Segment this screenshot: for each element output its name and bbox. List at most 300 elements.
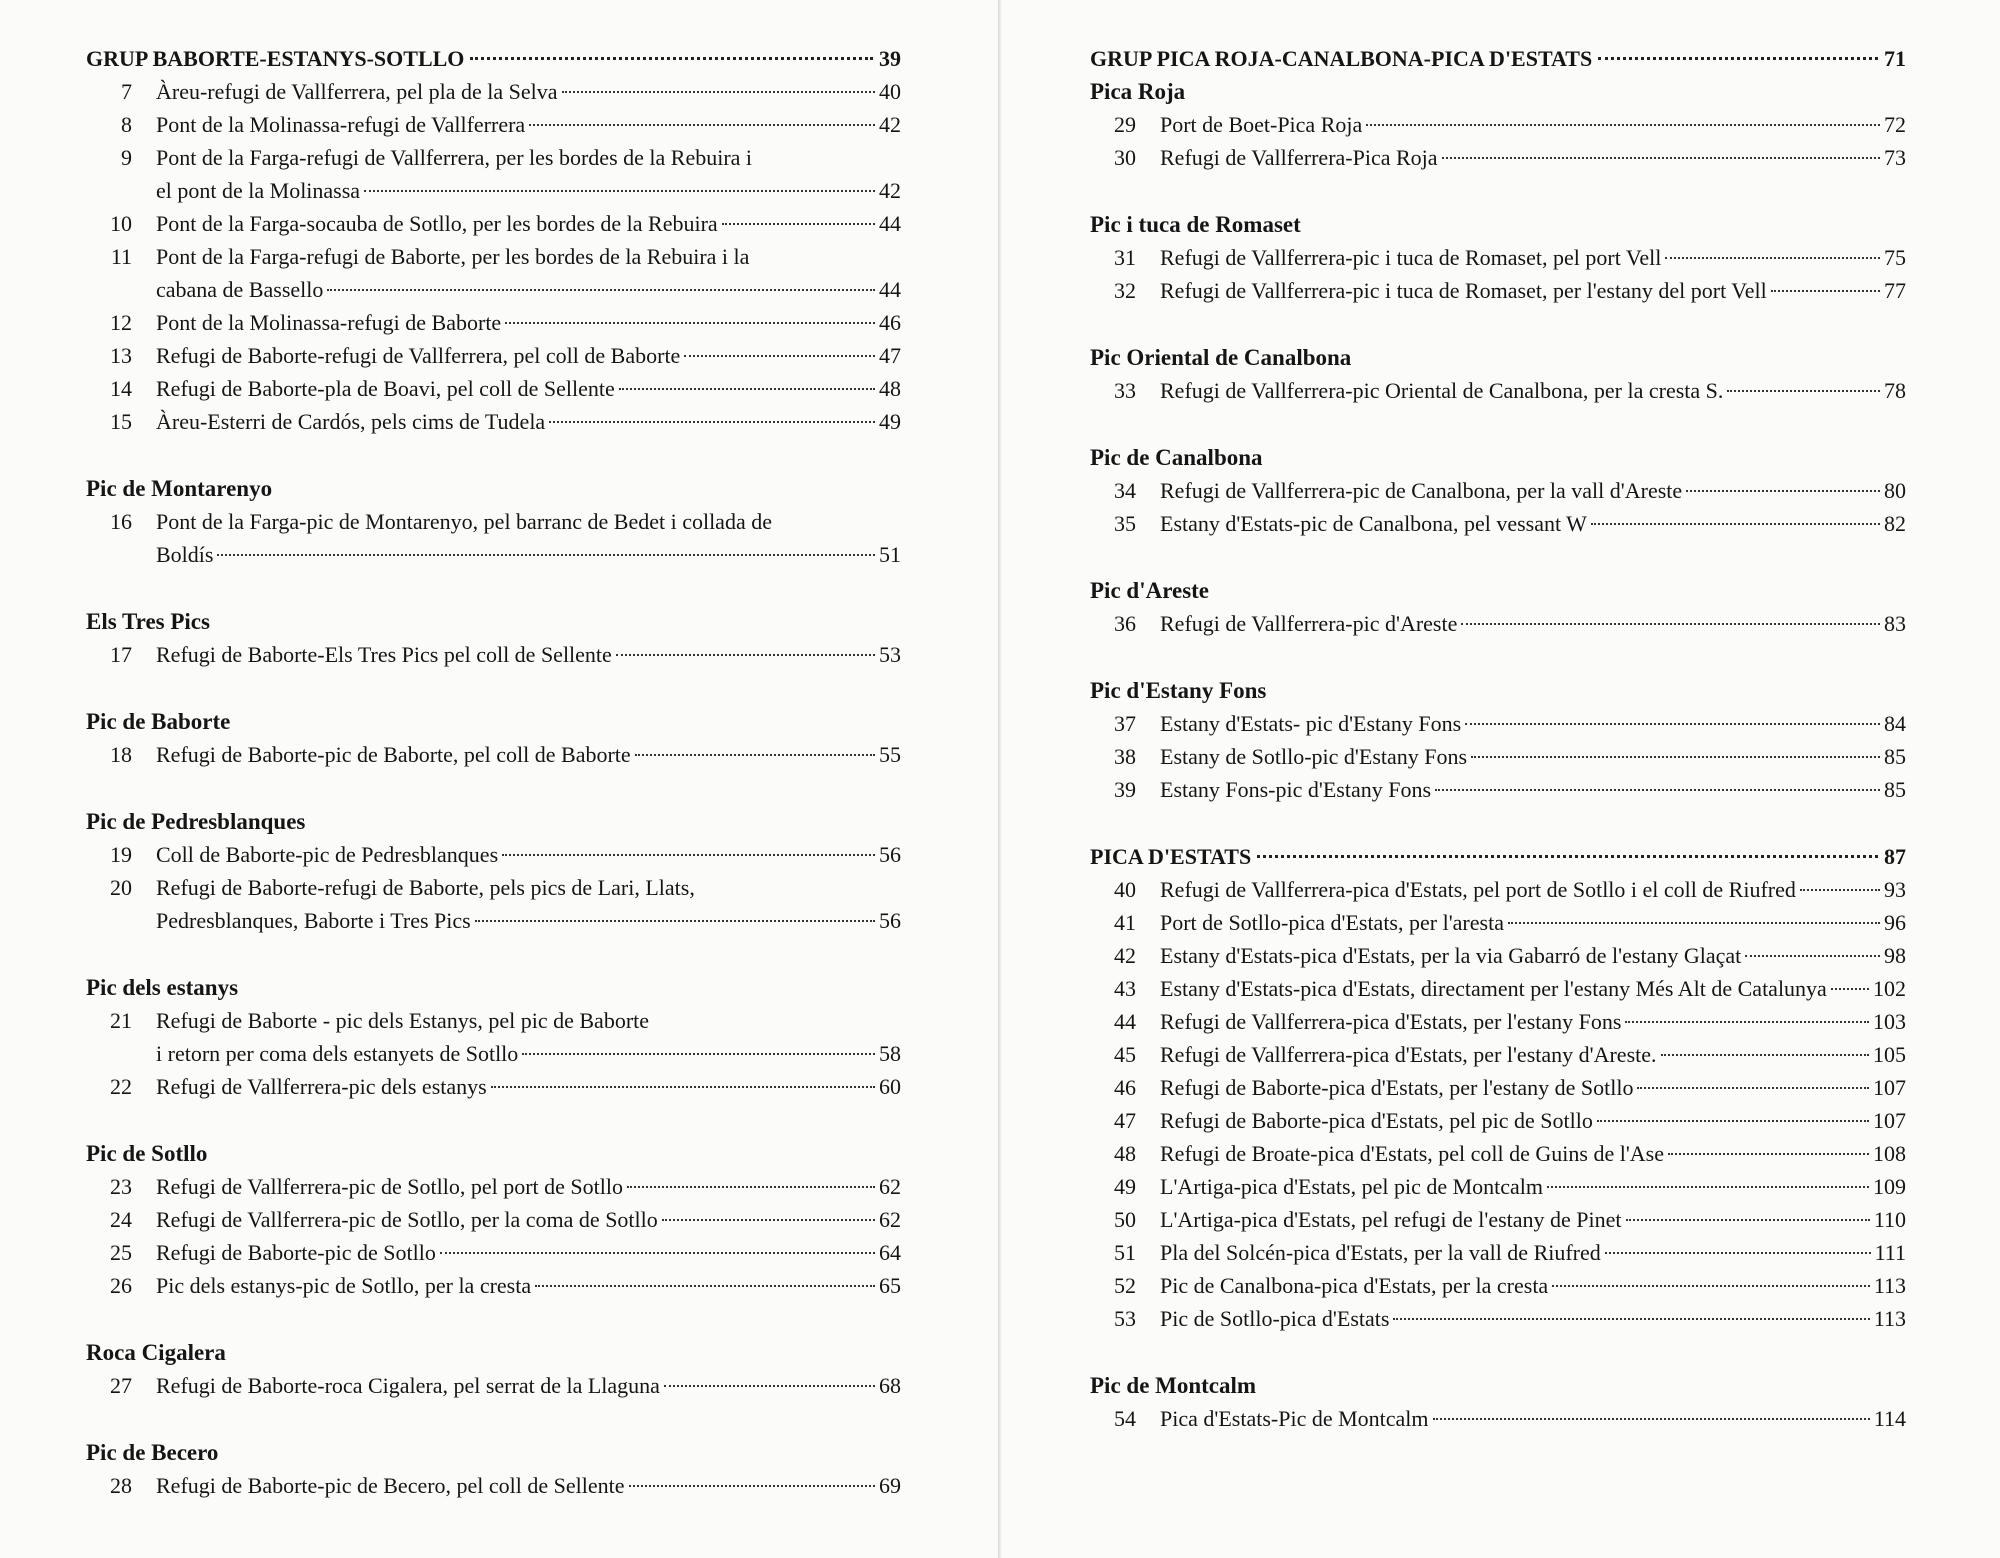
entry-line: [1160, 108, 1906, 141]
entry-line: [156, 372, 901, 405]
right-page: [1004, 0, 2000, 1558]
entry-number: 46: [1114, 1075, 1136, 1100]
entry-line: [1160, 274, 1906, 307]
entry-line: [156, 1070, 901, 1103]
entry-page-number: 44: [879, 211, 901, 236]
entry-title: Refugi de Vallferrera-pica d'Estats, pel port de Sotllo i el coll de Riufred: [1160, 877, 1796, 902]
entry-title: Estany de Sotllo-pic d'Estany Fons: [1160, 744, 1468, 769]
entry-number: 41: [1114, 910, 1136, 935]
entry-line: [1160, 607, 1906, 640]
toc-entry[interactable]: [86, 638, 901, 671]
toc-entry[interactable]: [86, 1004, 901, 1070]
entry-line: [1160, 241, 1906, 274]
entry-title: Refugi de Baborte-refugi de Vallferrera, pel coll de Baborte: [156, 343, 681, 368]
section-heading: Pic de Sotllo: [86, 1141, 208, 1166]
entry-body: [1160, 1269, 1906, 1302]
entry-number: 40: [1114, 877, 1136, 902]
entry-number: 11: [110, 244, 132, 269]
leader-dots: [1626, 1219, 1870, 1221]
entry-number: 25: [110, 1240, 132, 1265]
entry-page-number: 68: [879, 1373, 901, 1398]
entry-line: [156, 339, 901, 372]
entry-title: Pedresblanques, Baborte i Tres Pics: [156, 908, 471, 933]
group-title-text: PICA D'ESTATS: [1090, 844, 1252, 869]
entry-title: i retorn per coma dels estanyets de Sotllo: [156, 1041, 519, 1066]
toc-entry[interactable]: [1090, 906, 1906, 939]
entry-line: [156, 240, 901, 273]
entry-number: 7: [121, 79, 132, 104]
entry-body: [156, 1236, 901, 1269]
entry-body: [156, 240, 901, 306]
entry-number: 31: [1114, 245, 1136, 270]
entry-line: [156, 306, 901, 339]
entry-page-number: 53: [879, 642, 901, 667]
toc-entry[interactable]: [1090, 1236, 1906, 1269]
entry-title: Refugi de Vallferrera-Pica Roja: [1160, 145, 1438, 170]
entry-line: [156, 1469, 901, 1502]
toc-entry[interactable]: [1090, 241, 1906, 274]
entry-page-number: 72: [1884, 112, 1906, 137]
entry-title: Refugi de Baborte-Els Tres Pics pel coll de Sellente: [156, 642, 612, 667]
entry-line: [156, 838, 901, 871]
entry-number: 52: [1114, 1273, 1136, 1298]
section-heading: Els Tres Pics: [86, 609, 210, 634]
toc-entry[interactable]: [86, 1070, 901, 1103]
entry-number: 19: [110, 842, 132, 867]
entry-line: [156, 904, 901, 937]
entry-title: Refugi de Vallferrera-pica d'Estats, per l'estany Fons: [1160, 1009, 1622, 1034]
entry-body: [156, 1369, 901, 1402]
entry-line: [1160, 1071, 1906, 1104]
group-title-text: GRUP PICA ROJA-CANALBONA-PICA D'ESTATS: [1090, 46, 1593, 71]
entry-line: [156, 273, 901, 306]
entry-number: 14: [110, 376, 132, 401]
entry-number: 10: [110, 211, 132, 236]
toc-entry[interactable]: [1090, 474, 1906, 507]
entry-number: 35: [1114, 511, 1136, 536]
toc-entry[interactable]: [1090, 1137, 1906, 1170]
entry-line: [1160, 773, 1906, 806]
leader-dots: [1727, 390, 1880, 392]
left-toc-column: [86, 42, 901, 1502]
entry-title: Refugi de Vallferrera-pic Oriental de Canalbona, per la cresta S.: [1160, 378, 1724, 403]
entry-title: Port de Boet-Pica Roja: [1160, 112, 1363, 137]
leader-dots: [1668, 1153, 1869, 1155]
entry-title: Refugi de Baborte-pica d'Estats, pel pic de Sotllo: [1160, 1108, 1593, 1133]
entry-number: 21: [110, 1008, 132, 1033]
toc-entry[interactable]: [1090, 1038, 1906, 1071]
leader-dots: [470, 57, 873, 60]
toc-entry[interactable]: [1090, 873, 1906, 906]
entry-body: [1160, 773, 1906, 806]
leader-dots: [364, 190, 875, 192]
entry-body: [1160, 1038, 1906, 1071]
entry-body: [156, 1070, 901, 1103]
entry-body: [156, 306, 901, 339]
entry-number: 30: [1114, 145, 1136, 170]
entry-number: 9: [121, 145, 132, 170]
entry-body: [156, 738, 901, 771]
entry-page-number: 51: [879, 542, 901, 567]
entry-number: 27: [110, 1373, 132, 1398]
leader-dots: [1831, 988, 1869, 990]
entry-title: Refugi de Baborte-pic de Becero, pel coll de Sellente: [156, 1473, 625, 1498]
entry-title: Refugi de Broate-pica d'Estats, pel coll de Guins de l'Ase: [1160, 1141, 1665, 1166]
toc-entry[interactable]: [86, 738, 901, 771]
leader-dots: [627, 1186, 875, 1188]
entry-line: [1160, 374, 1906, 407]
entry-title: Refugi de Baborte-refugi de Baborte, pels pics de Lari, Llats,: [156, 875, 695, 900]
leader-dots: [1598, 57, 1878, 60]
entry-number: 24: [110, 1207, 132, 1232]
entry-line: [156, 141, 901, 174]
leader-dots: [635, 754, 875, 756]
section-heading: Pic de Pedresblanques: [86, 809, 306, 834]
entry-title: Refugi de Baborte-pla de Boavi, pel coll de Sellente: [156, 376, 615, 401]
entry-page-number: 42: [879, 178, 901, 203]
toc-entry[interactable]: [1090, 1071, 1906, 1104]
entry-body: [1160, 474, 1906, 507]
entry-page-number: 96: [1884, 910, 1906, 935]
entry-body: [156, 405, 901, 438]
entry-body: [1160, 1236, 1906, 1269]
entry-page-number: 40: [879, 79, 901, 104]
entry-title: Coll de Baborte-pic de Pedresblanques: [156, 842, 499, 867]
entry-page-number: 77: [1884, 278, 1906, 303]
entry-title: Pic dels estanys-pic de Sotllo, per la cresta: [156, 1273, 532, 1298]
entry-title: cabana de Bassello: [156, 277, 324, 302]
toc-entry[interactable]: [86, 339, 901, 372]
entry-line: [156, 1004, 901, 1037]
entry-number: 48: [1114, 1141, 1136, 1166]
entry-number: 13: [110, 343, 132, 368]
entry-line: [1160, 141, 1906, 174]
entry-page-number: 105: [1873, 1042, 1906, 1067]
entry-number: 51: [1114, 1240, 1136, 1265]
entry-number: 49: [1114, 1174, 1136, 1199]
leader-dots: [1435, 789, 1880, 791]
entry-number: 47: [1114, 1108, 1136, 1133]
toc-entry[interactable]: [1090, 1203, 1906, 1236]
entry-line: [156, 1170, 901, 1203]
entry-page-number: 107: [1873, 1075, 1906, 1100]
toc-entry[interactable]: [86, 240, 901, 306]
entry-body: [1160, 906, 1906, 939]
entry-body: [1160, 1005, 1906, 1038]
entry-line: [1160, 1236, 1906, 1269]
entry-line: [156, 108, 901, 141]
entry-line: [1160, 1137, 1906, 1170]
entry-title: Pont de la Molinassa-refugi de Baborte: [156, 310, 502, 335]
entry-title: Pic de Canalbona-pica d'Estats, per la cresta: [1160, 1273, 1549, 1298]
entry-title: Estany d'Estats-pic de Canalbona, pel vessant W: [1160, 511, 1587, 536]
entry-page-number: 83: [1884, 611, 1906, 636]
entry-body: [156, 1203, 901, 1236]
entry-page-number: 69: [879, 1473, 901, 1498]
entry-body: [156, 871, 901, 937]
entry-title: Pont de la Molinassa-refugi de Vallferrera: [156, 112, 526, 137]
entry-line: [156, 1236, 901, 1269]
entry-line: [1160, 1302, 1906, 1335]
leader-dots: [1745, 955, 1880, 957]
entry-line: [156, 738, 901, 771]
group-page-number: 39: [879, 46, 901, 71]
entry-title: Port de Sotllo-pica d'Estats, per l'aresta: [1160, 910, 1504, 935]
entry-number: 22: [110, 1074, 132, 1099]
entry-title: Refugi de Baborte-pica d'Estats, per l'estany de Sotllo: [1160, 1075, 1634, 1100]
section-heading: Pic i tuca de Romaset: [1090, 212, 1301, 237]
entry-line: [1160, 939, 1906, 972]
entry-page-number: 102: [1873, 976, 1906, 1001]
toc-entry[interactable]: [1090, 1005, 1906, 1038]
toc-entry[interactable]: [86, 306, 901, 339]
entry-page-number: 80: [1884, 478, 1906, 503]
entry-body: [156, 141, 901, 207]
entry-number: 16: [110, 509, 132, 534]
leader-dots: [1461, 623, 1880, 625]
entry-number: 45: [1114, 1042, 1136, 1067]
entry-line: [1160, 1402, 1906, 1435]
entry-title: Pla del Solcén-pica d'Estats, per la vall de Riufred: [1160, 1240, 1601, 1265]
leader-dots: [1442, 157, 1880, 159]
toc-entry[interactable]: [86, 1369, 901, 1402]
entry-line: [1160, 740, 1906, 773]
leader-dots: [1597, 1120, 1869, 1122]
toc-entry[interactable]: [1090, 141, 1906, 174]
toc-entry[interactable]: [86, 838, 901, 871]
entry-line: [1160, 1104, 1906, 1137]
entry-body: [1160, 274, 1906, 307]
entry-number: 43: [1114, 976, 1136, 1001]
toc-entry[interactable]: [86, 75, 901, 108]
toc-entry[interactable]: [1090, 1104, 1906, 1137]
toc-entry[interactable]: [1090, 507, 1906, 540]
entry-body: [1160, 939, 1906, 972]
entry-body: [1160, 1302, 1906, 1335]
entry-body: [1160, 1137, 1906, 1170]
toc-entry[interactable]: [1090, 707, 1906, 740]
entry-title: Refugi de Vallferrera-pic d'Areste: [1160, 611, 1458, 636]
entry-title: Boldís: [156, 542, 214, 567]
entry-line: [1160, 1005, 1906, 1038]
entry-number: 15: [110, 409, 132, 434]
toc-entry[interactable]: [1090, 374, 1906, 407]
toc-entry[interactable]: [1090, 939, 1906, 972]
entry-line: [1160, 474, 1906, 507]
section-heading: Pic de Baborte: [86, 709, 231, 734]
group-title: [86, 42, 901, 75]
entry-page-number: 75: [1884, 245, 1906, 270]
section-heading: Pic dels estanys: [86, 975, 239, 1000]
toc-entry[interactable]: [86, 141, 901, 207]
leader-dots: [1433, 1418, 1870, 1420]
toc-entry[interactable]: [86, 1170, 901, 1203]
entry-title: Refugi de Vallferrera-pic de Sotllo, per la coma de Sotllo: [156, 1207, 658, 1232]
section-heading: Pic de Montarenyo: [86, 476, 273, 501]
entry-line: [156, 1269, 901, 1302]
entry-title: Pica d'Estats-Pic de Montcalm: [1160, 1406, 1429, 1431]
toc-entry[interactable]: [1090, 1269, 1906, 1302]
toc-entry[interactable]: [86, 1269, 901, 1302]
group-title: [1090, 840, 1906, 873]
toc-entry[interactable]: [86, 1236, 901, 1269]
entry-number: 42: [1114, 943, 1136, 968]
entry-title: el pont de la Molinassa: [156, 178, 361, 203]
entry-title: Àreu-Esterri de Cardós, pels cims de Tudela: [156, 409, 546, 434]
entry-line: [1160, 1038, 1906, 1071]
entry-number: 38: [1114, 744, 1136, 769]
entry-title: Refugi de Vallferrera-pic i tuca de Romaset, per l'estany del port Vell: [1160, 278, 1767, 303]
leader-dots: [629, 1485, 875, 1487]
entry-title: Pont de la Farga-refugi de Vallferrera, per les bordes de la Rebuira i: [156, 145, 753, 170]
toc-entry[interactable]: [1090, 972, 1906, 1005]
entry-body: [156, 1170, 901, 1203]
leader-dots: [1686, 490, 1880, 492]
entry-page-number: 47: [879, 343, 901, 368]
section-heading: Pic Oriental de Canalbona: [1090, 345, 1352, 370]
toc-entry[interactable]: [1090, 740, 1906, 773]
entry-body: [156, 339, 901, 372]
entry-page-number: 113: [1873, 1306, 1906, 1331]
entry-line: [156, 538, 901, 571]
group-page-number: 71: [1884, 46, 1906, 71]
toc-entry[interactable]: [86, 1469, 901, 1502]
entry-body: [156, 505, 901, 571]
entry-page-number: 49: [879, 409, 901, 434]
entry-title: Refugi de Baborte-roca Cigalera, pel serrat de la Llaguna: [156, 1373, 660, 1398]
leader-dots: [505, 322, 875, 324]
leader-dots: [1637, 1087, 1869, 1089]
entry-title: Pont de la Farga-pic de Montarenyo, pel barranc de Bedet i collada de: [156, 509, 772, 534]
entry-title: Refugi de Vallferrera-pic i tuca de Romaset, pel port Vell: [1160, 245, 1662, 270]
entry-page-number: 58: [879, 1041, 901, 1066]
entry-title: Refugi de Baborte - pic dels Estanys, pel pic de Baborte: [156, 1008, 650, 1033]
leader-dots: [684, 355, 875, 357]
leader-dots: [1508, 922, 1880, 924]
toc-entry[interactable]: [1090, 773, 1906, 806]
entry-line: [156, 1203, 901, 1236]
entry-number: 33: [1114, 378, 1136, 403]
entry-number: 26: [110, 1273, 132, 1298]
entry-number: 23: [110, 1174, 132, 1199]
entry-body: [156, 75, 901, 108]
leader-dots: [1591, 523, 1880, 525]
entry-page-number: 62: [879, 1174, 901, 1199]
entry-line: [1160, 972, 1906, 1005]
toc-entry[interactable]: [86, 207, 901, 240]
entry-page-number: 107: [1873, 1108, 1906, 1133]
toc-entry[interactable]: [1090, 1402, 1906, 1435]
entry-number: 44: [1114, 1009, 1136, 1034]
toc-entry[interactable]: [1090, 108, 1906, 141]
section-heading: Roca Cigalera: [86, 1340, 226, 1365]
leader-dots: [616, 654, 875, 656]
leader-dots: [1471, 756, 1880, 758]
entry-number: 34: [1114, 478, 1136, 503]
leader-dots: [1552, 1285, 1870, 1287]
toc-entry[interactable]: [86, 405, 901, 438]
entry-body: [1160, 241, 1906, 274]
entry-body: [1160, 141, 1906, 174]
entry-title: Àreu-refugi de Vallferrera, pel pla de la Selva: [156, 79, 558, 104]
toc-entry[interactable]: [1090, 1170, 1906, 1203]
leader-dots: [562, 91, 875, 93]
entry-body: [156, 638, 901, 671]
leader-dots: [619, 388, 875, 390]
entry-title: L'Artiga-pica d'Estats, pel refugi de l'estany de Pinet: [1160, 1207, 1622, 1232]
entry-page-number: 110: [1873, 1207, 1906, 1232]
entry-line: [156, 75, 901, 108]
entry-page-number: 113: [1873, 1273, 1906, 1298]
entry-body: [1160, 507, 1906, 540]
entry-line: [156, 1037, 901, 1070]
group-title-text: GRUP BABORTE-ESTANYS-SOTLLO: [86, 46, 465, 71]
leader-dots: [1771, 290, 1880, 292]
entry-body: [1160, 972, 1906, 1005]
toc-entry[interactable]: [86, 1203, 901, 1236]
toc-entry[interactable]: [1090, 274, 1906, 307]
entry-number: 29: [1114, 112, 1136, 137]
leader-dots: [440, 1252, 875, 1254]
leader-dots: [217, 554, 875, 556]
entry-title: Estany Fons-pic d'Estany Fons: [1160, 777, 1432, 802]
entry-title: Refugi de Baborte-pic de Baborte, pel coll de Baborte: [156, 742, 631, 767]
entry-body: [156, 108, 901, 141]
leader-dots: [475, 920, 875, 922]
right-toc-column: [1090, 42, 1906, 1435]
entry-number: 28: [110, 1473, 132, 1498]
toc-entry[interactable]: [1090, 607, 1906, 640]
entry-page-number: 55: [879, 742, 901, 767]
entry-line: [1160, 1203, 1906, 1236]
entry-page-number: 56: [879, 842, 901, 867]
entry-line: [1160, 707, 1906, 740]
leader-dots: [491, 1086, 875, 1088]
entry-body: [1160, 108, 1906, 141]
entry-number: 37: [1114, 711, 1136, 736]
toc-entry[interactable]: [86, 108, 901, 141]
section-heading: Pic d'Estany Fons: [1090, 678, 1267, 703]
entry-number: 17: [110, 642, 132, 667]
entry-title: Pont de la Farga-socauba de Sotllo, per les bordes de la Rebuira: [156, 211, 718, 236]
entry-title: Estany d'Estats- pic d'Estany Fons: [1160, 711, 1462, 736]
entry-line: [1160, 906, 1906, 939]
entry-body: [156, 838, 901, 871]
entry-body: [1160, 1402, 1906, 1435]
section-heading: Pic de Canalbona: [1090, 445, 1263, 470]
toc-entry[interactable]: [1090, 1302, 1906, 1335]
entry-page-number: 114: [1873, 1406, 1906, 1431]
section-heading: Pic de Becero: [86, 1440, 219, 1465]
entry-title: Refugi de Vallferrera-pic de Sotllo, pel port de Sotllo: [156, 1174, 623, 1199]
toc-entry[interactable]: [86, 505, 901, 571]
entry-number: 36: [1114, 611, 1136, 636]
leader-dots: [1547, 1186, 1869, 1188]
entry-body: [1160, 374, 1906, 407]
section-heading: Pic de Montcalm: [1090, 1373, 1257, 1398]
entry-page-number: 65: [879, 1273, 901, 1298]
entry-page-number: 60: [879, 1074, 901, 1099]
entry-page-number: 85: [1884, 777, 1906, 802]
toc-entry[interactable]: [86, 871, 901, 937]
leader-dots: [1625, 1021, 1869, 1023]
entry-title: Refugi de Baborte-pic de Sotllo: [156, 1240, 436, 1265]
entry-title: Estany d'Estats-pica d'Estats, per la via Gabarró de l'estany Glaçat: [1160, 943, 1742, 968]
entry-page-number: 93: [1884, 877, 1906, 902]
entry-line: [156, 207, 901, 240]
toc-entry[interactable]: [86, 372, 901, 405]
entry-body: [1160, 1071, 1906, 1104]
